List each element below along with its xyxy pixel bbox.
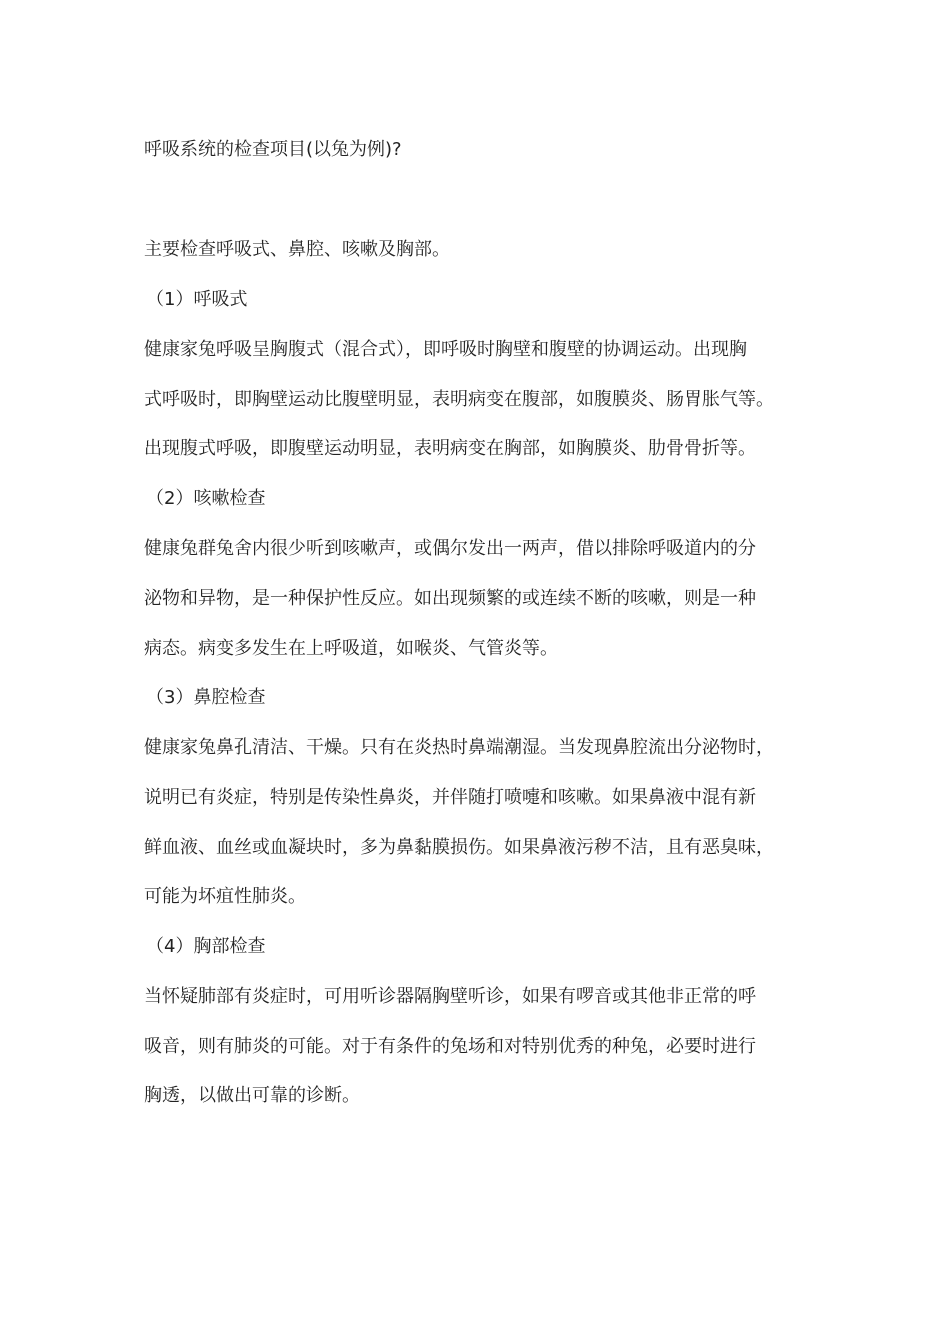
section-4-line-3: 胸透，以做出可靠的诊断。	[144, 1085, 360, 1106]
section-4-line-1: 当怀疑肺部有炎症时，可用听诊器隔胸壁听诊，如果有啰音或其他非正常的呼	[144, 986, 756, 1007]
section-1-line-3: 出现腹式呼吸，即腹壁运动明显，表明病变在胸部，如胸膜炎、肋骨骨折等。	[144, 438, 756, 459]
document-title: 呼吸系统的检查项目(以兔为例)?	[144, 139, 402, 160]
section-heading-chest: （4）胸部检查	[146, 936, 266, 957]
intro-paragraph: 主要检查呼吸式、鼻腔、咳嗽及胸部。	[144, 239, 450, 260]
section-2-line-3: 病态。病变多发生在上呼吸道，如喉炎、气管炎等。	[144, 638, 558, 659]
section-2-line-1: 健康兔群兔舍内很少听到咳嗽声，或偶尔发出一两声，借以排除呼吸道内的分	[144, 538, 756, 559]
section-3-line-4: 可能为坏疽性肺炎。	[144, 886, 306, 907]
section-heading-nasal: （3）鼻腔检查	[146, 687, 266, 708]
section-1-line-1: 健康家兔呼吸呈胸腹式（混合式），即呼吸时胸壁和腹壁的协调运动。出现胸	[144, 339, 747, 360]
section-2-line-2: 泌物和异物，是一种保护性反应。如出现频繁的或连续不断的咳嗽，则是一种	[144, 588, 756, 609]
section-3-line-3: 鲜血液、血丝或血凝块时，多为鼻黏膜损伤。如果鼻液污秽不洁，且有恶臭味，	[144, 837, 774, 858]
section-1-line-2: 式呼吸时，即胸壁运动比腹壁明显，表明病变在腹部，如腹膜炎、肠胃胀气等。	[144, 389, 774, 410]
section-3-line-2: 说明已有炎症，特别是传染性鼻炎，并伴随打喷嚏和咳嗽。如果鼻液中混有新	[144, 787, 756, 808]
section-heading-cough: （2）咳嗽检查	[146, 488, 266, 509]
section-4-line-2: 吸音，则有肺炎的可能。对于有条件的兔场和对特别优秀的种兔，必要时进行	[144, 1036, 756, 1057]
section-3-line-1: 健康家兔鼻孔清洁、干燥。只有在炎热时鼻端潮湿。当发现鼻腔流出分泌物时，	[144, 737, 774, 758]
section-heading-breathing: （1）呼吸式	[146, 289, 248, 310]
